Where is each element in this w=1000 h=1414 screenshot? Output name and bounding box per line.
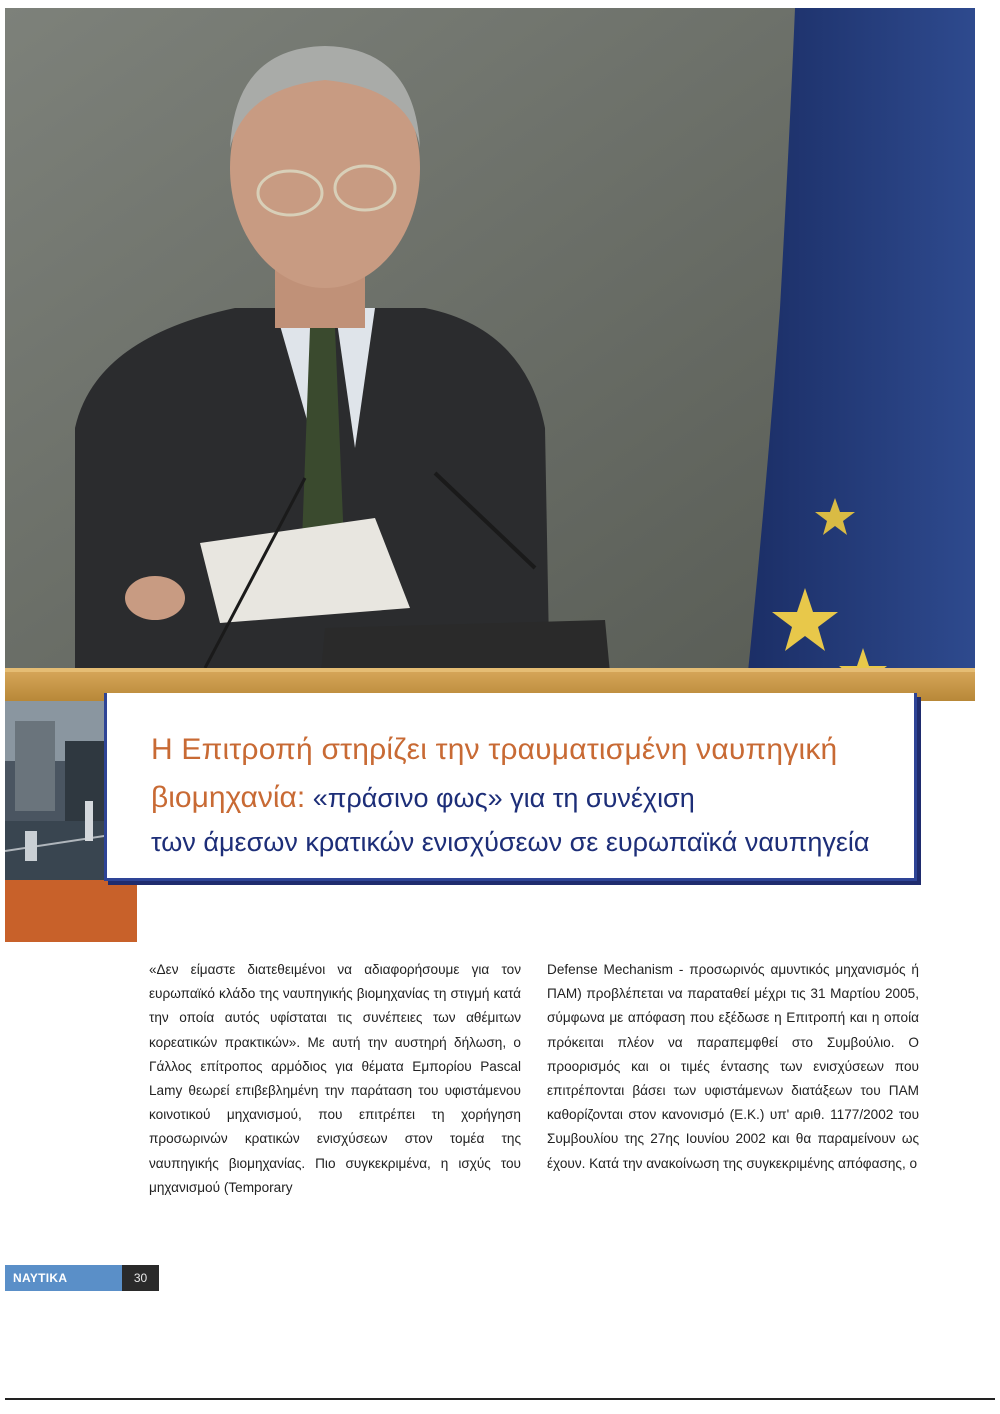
body-paragraph-right: Defense Mechanism - προσωρινός αμυντικός μηχανισμός ή ΠΑΜ) προβλέπεται να παραταθεί μέχρι τις 31 Μαρτίου 2005, σύμφωνα με απόφαση που εξέδωσε η Επιτροπή και η οποία πρόκειται πλέον να παραπεμφθεί στο Συμβούλιο. Ο προορισμός και οι τιμές έντασης των ενισχύσεων που επιτρέπονται βάσει των υφιστάμενων διατάξεων του ΠΑΜ καθορίζονται στον κανονισμό (Ε.Κ.) υπ' αριθ. 1177/2002 του Συμβουλίου της 27ης Ιουνίου 2002 και θα παραμείνουν ως έχουν. Κατά την ανακοίνωση της συγκεκριμένης απόφασης, ο [547, 962, 919, 1171]
headline-line-2 [151, 781, 695, 815]
body-column-left [149, 958, 521, 1200]
bottom-divider [5, 1398, 995, 1400]
publication-name: ΝΑΥΤΙΚΑ ΧΡΟΝΙΚΑ [5, 1265, 122, 1291]
accent-bar [5, 880, 137, 942]
page-footer [5, 1265, 159, 1311]
body-column-right [547, 958, 919, 1176]
main-photo-speaker-at-podium [5, 8, 975, 701]
headline-line-1: Η Επιτροπή στηρίζει την τραυματισμένη ναυπηγική [151, 733, 838, 766]
headline-line-2-navy: «πράσινο φως» για τη συνέχιση [305, 783, 695, 813]
body-paragraph-left: «Δεν είμαστε διατεθειμένοι να αδιαφορήσουμε για τον ευρωπαϊκό κλάδο της ναυπηγικής βιομηχανίας τη στιγμή κατά την οποία αυτός υφίσταται τις συνέπειες των αθέμιτων κορεατικών πρακτικών». Με αυτή την αυστηρή δήλωση, ο Γάλλος επίτροπος αρμόδιος για θέματα Εμπορίου Pascal Lamy θεωρεί επιβεβλημένη την παράταση του υφιστάμενου κοινοτικού μηχανισμού, που επιτρέπει τη χορήγηση προσωρινών κρατικών ενισχύσεων στον τομέα της ναυπηγικής βιομηχανίας. Πιο συγκεκριμένα, η ισχύς του μηχανισμού (Temporary [149, 962, 521, 1195]
page-number: 30 [122, 1265, 159, 1291]
photo-illustration [5, 8, 975, 701]
speaker-hand [125, 576, 185, 620]
headline-line-3: των άμεσων κρατικών ενισχύσεων σε ευρωπαϊκά ναυπηγεία [151, 827, 870, 857]
headline-box [104, 693, 917, 881]
headline-line-2-orange: βιομηχανία: [151, 781, 306, 814]
